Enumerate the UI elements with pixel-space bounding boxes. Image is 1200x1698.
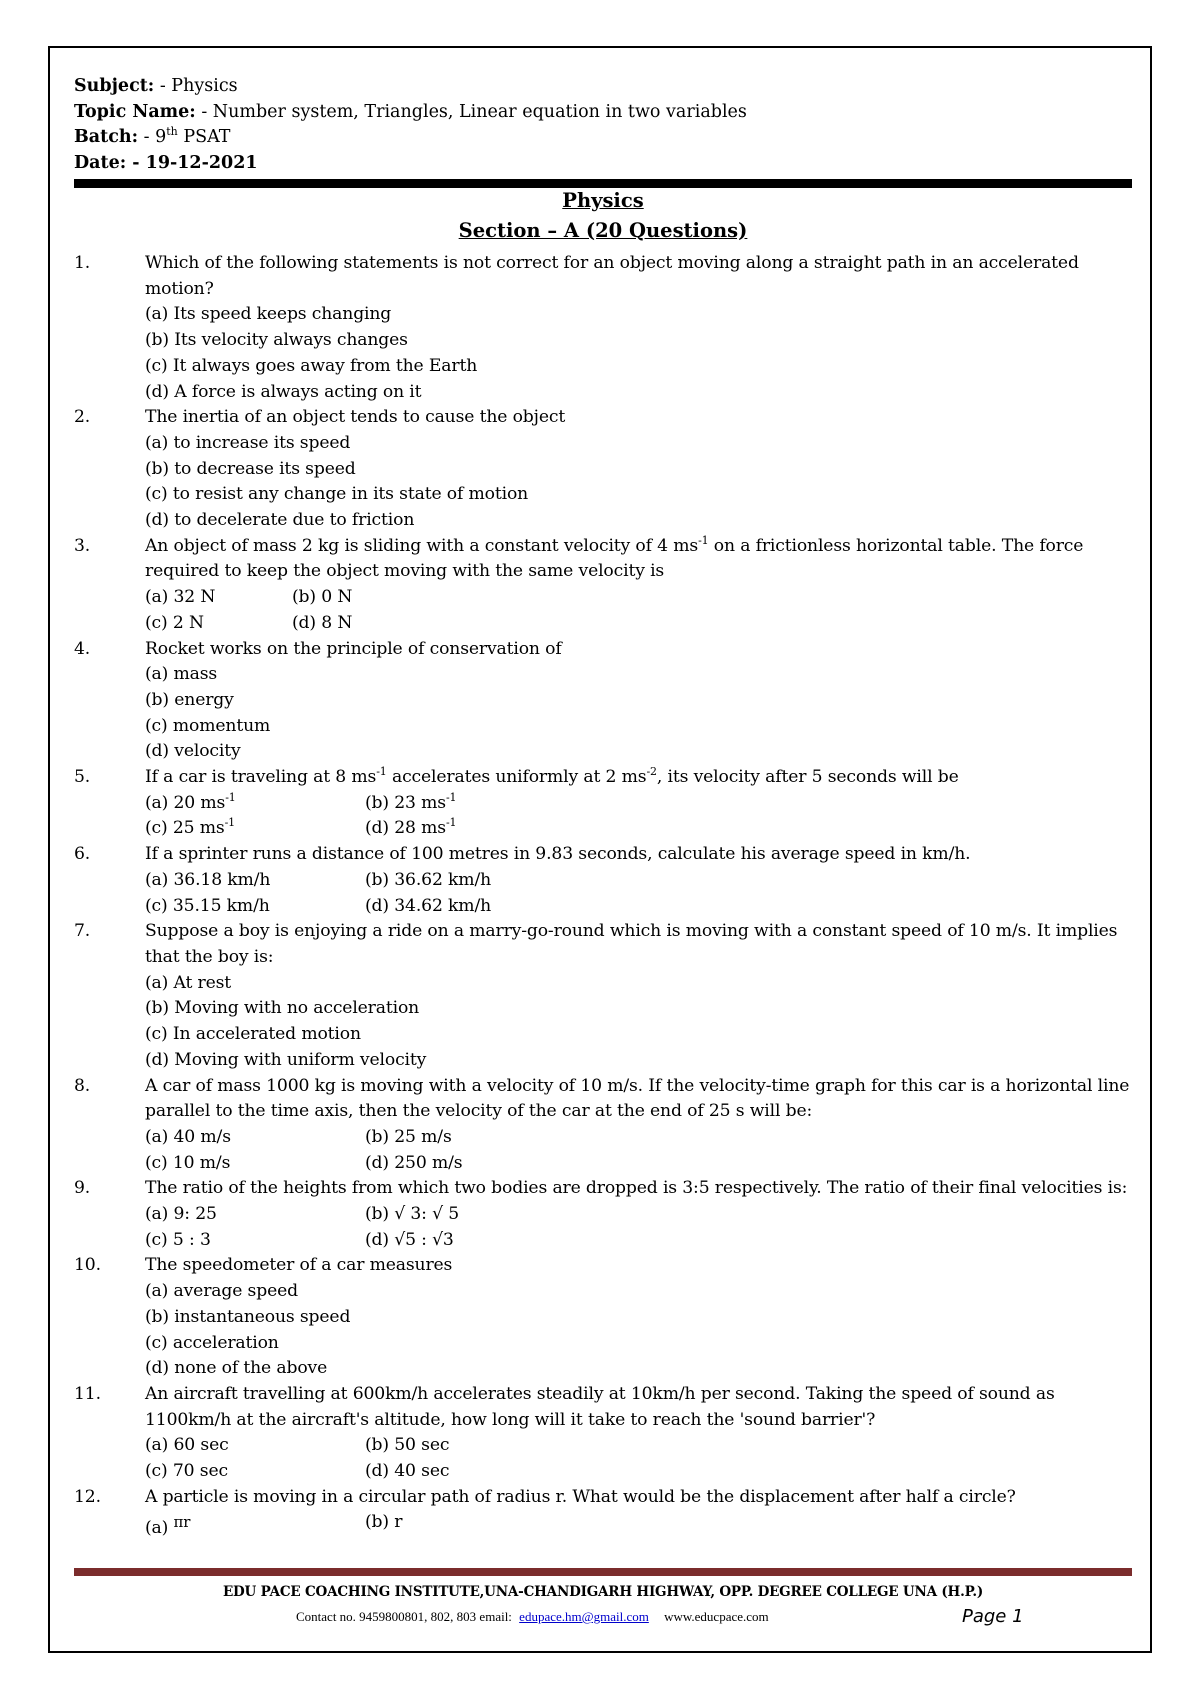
option-b: (b) 50 sec: [365, 1435, 450, 1456]
question-text: The speedometer of a car measures: [145, 1255, 453, 1276]
question-text: An object of mass 2 kg is sliding with a constant velocity of 4 $ms^{-1}$ on a frictionless horizontal table. The force required to keep the object moving with the same velocity is: [145, 533, 1084, 582]
option-a: (a) to increase its speed: [145, 432, 351, 453]
option-b: (b) 25 m/s: [365, 1126, 452, 1147]
question-text: Which of the following statements is not correct for an object moving along a straight path in an accelerated motion?: [145, 253, 1079, 299]
option-a: (a) average speed: [145, 1281, 298, 1302]
question-3: 3. An object of mass 2 kg is sliding with a constant velocity of 4 $ms^{-1}$ on a frictionless horizontal table. The force required to keep the object moving with the same velocity is (a) 32 N (b) 0 N (c) 2 N (d) 8 N: [74, 534, 1134, 637]
option-d: (d) 28 $ms^{-1}$: [365, 816, 457, 839]
option-d: (d) √5 : √3: [365, 1229, 454, 1250]
option-c: (c) acceleration: [145, 1332, 279, 1353]
question-text: The inertia of an object tends to cause the object: [145, 407, 566, 428]
option-d: (d) 34.62 km/h: [365, 895, 492, 916]
page-title: Physics: [562, 189, 644, 212]
option-a: (a) πr: [145, 1513, 191, 1539]
option-b: (b) Moving with no acceleration: [145, 998, 420, 1019]
option-b: (b) r: [365, 1512, 403, 1533]
option-c: (c) 70 sec: [145, 1461, 228, 1482]
option-b: (b) energy: [145, 689, 234, 710]
option-b: (b) 0 N: [292, 587, 353, 608]
question-11: 11. An aircraft travelling at 600km/h accelerates steadily at 10km/h per second. Taking the speed of sound as 1100km/h at the aircraft's altitude, how long will it take to reach the 'sound barrier'? (a) 60 sec (b) 50 sec (c) 70 sec (d) 40 sec: [74, 1382, 1134, 1485]
option-d: (d) 40 sec: [365, 1461, 450, 1482]
question-12: 12. A particle is moving in a circular path of radius r. What would be the displacement after half a circle? (a) πr (b) r: [74, 1485, 1134, 1542]
option-a: (a) Its speed keeps changing: [145, 304, 392, 325]
option-b: (b) 23 $ms^{-1}$: [365, 790, 457, 813]
question-9: 9. The ratio of the heights from which two bodies are dropped is 3:5 respectively. The ratio of their final velocities is: (a) 9: 25 (b) √ 3: √ 5 (c) 5 : 3 (d) √5 : √3: [74, 1176, 1134, 1253]
question-8: 8. A car of mass 1000 kg is moving with a velocity of 10 m/s. If the velocity-time graph for this car is a horizontal line parallel to the time axis, then the velocity of the car at the end of 25 s will be: (a) 40 m/s (b) 25 m/s (c) 10 m/s (d) 250 m/s: [74, 1074, 1134, 1177]
option-a: (a) 60 sec: [145, 1435, 229, 1456]
topic-line: Topic Name: - Number system, Triangles, Linear equation in two variables: [74, 101, 747, 122]
section-heading: Section – A (20 Questions): [458, 219, 748, 242]
option-d: (d) none of the above: [145, 1358, 328, 1379]
option-a: (a) 9: 25: [145, 1204, 217, 1225]
option-c: (c) 10 m/s: [145, 1152, 231, 1173]
option-c: (c) 2 N: [145, 612, 204, 633]
question-4: 4. Rocket works on the principle of conservation of (a) mass (b) energy (c) momentum (d) velocity: [74, 637, 1134, 766]
contact-line: Contact no. 9459800801, 802, 803 email: edupace.hm@gmail.com www.educpace.com: [296, 1609, 769, 1624]
option-d: (d) to decelerate due to friction: [145, 510, 415, 531]
option-c: (c) 5 : 3: [145, 1229, 211, 1250]
question-10: 10. The speedometer of a car measures (a) average speed (b) instantaneous speed (c) acceleration (d) none of the above: [74, 1253, 1134, 1382]
subject-line: Subject: - Physics: [74, 76, 238, 96]
header-block: [74, 74, 1132, 176]
question-text: If a sprinter runs a distance of 100 metres in 9.83 seconds, calculate his average speed in km/h.: [145, 844, 971, 865]
page-number: Page 1: [962, 1606, 1024, 1627]
question-6: 6. If a sprinter runs a distance of 100 metres in 9.83 seconds, calculate his average speed in km/h. (a) 36.18 km/h (b) 36.62 km/h (c) 35.15 km/h (d) 34.62 km/h: [74, 842, 1134, 919]
option-d: (d) 250 m/s: [365, 1152, 463, 1173]
option-d: (d) velocity: [145, 741, 241, 762]
batch-line: Batch: - 9th PSAT: [74, 125, 231, 147]
option-a: (a) 36.18 km/h: [145, 869, 271, 890]
question-2: 2. The inertia of an object tends to cause the object (a) to increase its speed (b) to decrease its speed (c) to resist any change in its state of motion (d) to decelerate due to friction: [74, 405, 1134, 534]
question-text: Rocket works on the principle of conservation of: [145, 638, 562, 659]
option-b: (b) √ 3: √ 5: [365, 1204, 460, 1225]
option-c: (c) momentum: [145, 715, 271, 736]
question-text: Suppose a boy is enjoying a ride on a marry-go-round which is moving with a constant speed of 10 m/s. It implies that the boy is:: [145, 921, 1118, 967]
question-text: A particle is moving in a circular path of radius r. What would be the displacement after half a circle?: [145, 1486, 1016, 1507]
option-d: (d) Moving with uniform velocity: [145, 1049, 427, 1070]
question-text: If a car is traveling at 8 $ms^{-1}$ accelerates uniformly at 2 $ms^{-2}$, its velocity after 5 seconds will be: [145, 765, 959, 788]
option-d: (d) 8 N: [292, 612, 353, 633]
option-d: (d) A force is always acting on it: [145, 381, 422, 402]
top-divider: [74, 179, 1132, 188]
question-1: 1. Which of the following statements is not correct for an object moving along a straight path in an accelerated motion? (a) Its speed keeps changing (b) Its velocity always changes (c) It always goes away from the Earth (d) A force is always acting on it: [74, 251, 1134, 405]
option-a: (a) mass: [145, 664, 218, 685]
option-c: (c) 35.15 km/h: [145, 895, 270, 916]
footer-divider: [74, 1568, 1132, 1576]
option-a: (a) 40 m/s: [145, 1126, 231, 1147]
option-c: (c) to resist any change in its state of motion: [145, 484, 529, 505]
question-5: 5. If a car is traveling at 8 $ms^{-1}$ accelerates uniformly at 2 $ms^{-2}$, its velocity after 5 seconds will be (a) 20 $ms^{-1}$ (b) 23 $ms^{-1}$ (c) 25 $ms^{-1}$ (d) 28 $ms^{-1}$: [74, 765, 1134, 842]
option-a: (a) 20 $ms^{-1}$: [145, 790, 236, 813]
option-b: (b) to decrease its speed: [145, 458, 356, 479]
option-b: (b) instantaneous speed: [145, 1306, 351, 1327]
question-7: 7. Suppose a boy is enjoying a ride on a marry-go-round which is moving with a constant speed of 10 m/s. It implies that the boy is: (a) At rest (b) Moving with no acceleration (c) In accelerated motion (d) Moving with uniform velocity: [74, 919, 1134, 1073]
date-line: Date: - 19-12-2021: [74, 152, 258, 173]
email-link[interactable]: edupace.hm@gmail.com: [519, 1609, 649, 1624]
option-b: (b) Its velocity always changes: [145, 330, 408, 351]
institute-name: EDU PACE COACHING INSTITUTE,UNA-CHANDIGARH HIGHWAY, OPP. DEGREE COLLEGE UNA (H.P.): [222, 1584, 984, 1600]
question-list: [74, 251, 1134, 1542]
website-text: www.educpace.com: [664, 1609, 769, 1624]
question-text: A car of mass 1000 kg is moving with a velocity of 10 m/s. If the velocity-time graph for this car is a horizontal line parallel to the time axis, then the velocity of the car at the end of 25 s will be:: [145, 1075, 1130, 1122]
option-a: (a) 32 N: [145, 587, 216, 608]
question-text: The ratio of the heights from which two bodies are dropped is 3:5 respectively. The ratio of their final velocities is:: [145, 1178, 1128, 1199]
option-c: (c) In accelerated motion: [145, 1024, 361, 1045]
option-b: (b) 36.62 km/h: [365, 869, 492, 890]
option-c: (c) It always goes away from the Earth: [145, 355, 478, 376]
question-text: An aircraft travelling at 600km/h accelerates steadily at 10km/h per second. Taking the speed of sound as 1100km/h at the aircraft's altitude, how long will it take to reach the 'sound barrier'?: [145, 1383, 1055, 1430]
option-c: (c) 25 $ms^{-1}$: [145, 816, 236, 839]
option-a: (a) At rest: [145, 972, 232, 993]
